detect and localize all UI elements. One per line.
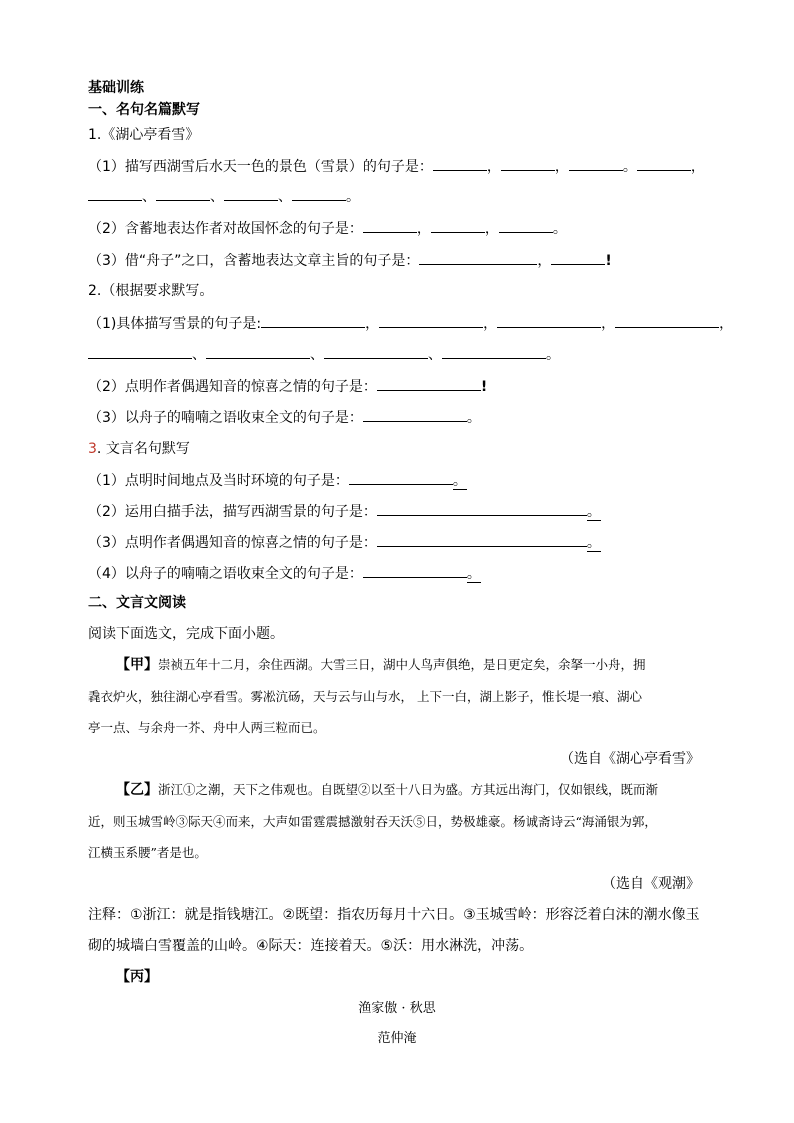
q3-title-text: . 文言名句默写 bbox=[96, 441, 190, 457]
punct: 。 bbox=[546, 347, 560, 363]
answer-blank[interactable] bbox=[349, 471, 453, 485]
answer-blank[interactable] bbox=[363, 564, 467, 578]
answer-blank[interactable] bbox=[377, 502, 587, 516]
passage-jia-line-2: 毳衣炉火，独往湖心亭看雪。雾凇沆砀，天与云与山与水， 上下一白，湖上影子，惟长堤一痕、湖心 bbox=[88, 689, 642, 704]
punct: 、 bbox=[428, 347, 442, 363]
punct: ， bbox=[486, 159, 501, 175]
punct: ， bbox=[554, 159, 569, 175]
punct: ， bbox=[601, 316, 616, 332]
q1-item-3 bbox=[88, 251, 612, 270]
passage-jia-text-1: 崇祯五年十二月，余住西湖。大雪三日，湖中人鸟声俱绝，是日更定矣，余拏一小舟，拥 bbox=[158, 657, 646, 672]
passage-jia-line-3: 亭一点、与余舟一芥、舟中人两三粒而已。 bbox=[88, 720, 326, 735]
answer-blank[interactable] bbox=[292, 187, 346, 201]
notes-line-1: 注释：①浙江：就是指钱塘江。②既望：指农历每月十六日。③玉城雪岭：形容泛着白沫的潮水像玉 bbox=[88, 907, 700, 923]
punct: ， bbox=[484, 221, 499, 237]
reading-instruction: 阅读下面选文，完成下面小题。 bbox=[88, 626, 284, 642]
section-2-title: 二、文言文阅读 bbox=[88, 595, 186, 611]
punct: 。 bbox=[452, 473, 467, 489]
answer-blank[interactable] bbox=[431, 219, 485, 233]
punct: 、 bbox=[192, 347, 206, 363]
q1-item-1-cont bbox=[88, 187, 360, 206]
punct: ， bbox=[537, 253, 552, 269]
q1-item-2-text: （2）含蓄地表达作者对故国怀念的句子是： bbox=[88, 221, 363, 237]
passage-bing-label: 【丙】 bbox=[116, 969, 158, 985]
page-heading: 基础训练 bbox=[88, 80, 144, 96]
punct: 。 bbox=[586, 535, 601, 551]
answer-blank[interactable] bbox=[569, 157, 623, 171]
q2-item-3 bbox=[88, 408, 481, 427]
q2-title: 2.（根据要求默写。 bbox=[88, 283, 214, 299]
punct: 。 bbox=[586, 504, 601, 520]
answer-blank[interactable] bbox=[419, 251, 537, 265]
answer-blank[interactable] bbox=[224, 187, 278, 201]
punct: 。 bbox=[622, 159, 637, 175]
answer-blank[interactable] bbox=[433, 157, 487, 171]
passage-yi-source: （选自《观潮》 bbox=[602, 876, 700, 892]
q2-item-1-text: （1)具体描写雪景的句子是: bbox=[88, 316, 262, 332]
answer-blank[interactable] bbox=[377, 533, 587, 547]
answer-blank[interactable] bbox=[497, 314, 601, 328]
punct: 、 bbox=[142, 189, 156, 205]
answer-blank[interactable] bbox=[499, 219, 553, 233]
answer-blank[interactable] bbox=[637, 157, 691, 171]
punct: ， bbox=[365, 316, 380, 332]
q3-title bbox=[88, 440, 190, 458]
q2-item-1-cont bbox=[88, 345, 560, 364]
punct: ， bbox=[690, 159, 705, 175]
q1-item-1-text: （1）描写西湖雪后水天一色的景色（雪景）的句子是： bbox=[88, 159, 433, 175]
punct: 、 bbox=[278, 189, 292, 205]
passage-yi-label: 【乙】 bbox=[116, 782, 158, 798]
punct: ， bbox=[483, 316, 498, 332]
q1-item-1 bbox=[88, 157, 705, 176]
answer-blank[interactable] bbox=[363, 219, 417, 233]
q3-item-1-text: （1）点明时间地点及当时环境的句子是： bbox=[88, 473, 349, 489]
punct: ! bbox=[605, 253, 612, 269]
punct: 、 bbox=[210, 189, 224, 205]
answer-blank[interactable] bbox=[206, 345, 310, 359]
answer-blank[interactable] bbox=[324, 345, 428, 359]
q1-title: 1.《湖心亭看雪》 bbox=[88, 127, 200, 143]
q2-item-2-text: （2）点明作者偶遇知音的惊喜之情的句子是： bbox=[88, 379, 377, 395]
q2-item-1 bbox=[88, 314, 733, 333]
punct: ， bbox=[416, 221, 431, 237]
q3-item-2 bbox=[88, 502, 601, 521]
answer-blank[interactable] bbox=[156, 187, 210, 201]
punct: 、 bbox=[310, 347, 324, 363]
passage-jia-source: （选自《湖心亭看雪》 bbox=[560, 751, 700, 767]
q3-number: 3 bbox=[88, 441, 97, 457]
punct: 。 bbox=[466, 410, 481, 426]
q2-item-3-text: （3）以舟子的喃喃之语收束全文的句子是： bbox=[88, 410, 363, 426]
passage-yi-line-2: 近，则玉城雪岭③际天④而来，大声如雷霆震撼激射吞天沃⑤日，势极雄豪。杨诚斋诗云“海涌银为郭， bbox=[88, 814, 657, 829]
answer-blank[interactable] bbox=[442, 345, 546, 359]
answer-blank[interactable] bbox=[501, 157, 555, 171]
answer-blank[interactable] bbox=[551, 251, 605, 265]
q3-item-4 bbox=[88, 564, 481, 583]
punct: 。 bbox=[466, 566, 481, 582]
punct: ! bbox=[480, 379, 488, 395]
passage-yi-line-3: 江横玉系腰”者是也。 bbox=[88, 845, 207, 860]
passage-yi-line-1 bbox=[116, 781, 658, 799]
q2-item-2 bbox=[88, 377, 487, 396]
q3-item-3-text: （3）点明作者偶遇知音的惊喜之情的句子是： bbox=[88, 535, 377, 551]
passage-jia-line-1 bbox=[116, 656, 646, 674]
q1-item-3-text: （3）借“舟子”之口，含蓄地表达文章主旨的句子是： bbox=[88, 253, 420, 269]
passage-yi-text-1: 浙江①之潮，天下之伟观也。自既望②以至十八日为盛。方其远出海门，仅如银线，既而渐 bbox=[158, 782, 659, 797]
poem-title: 渔家傲 · 秋思 bbox=[358, 1001, 436, 1016]
answer-blank[interactable] bbox=[88, 187, 142, 201]
answer-blank[interactable] bbox=[379, 314, 483, 328]
q3-item-3 bbox=[88, 533, 601, 552]
answer-blank[interactable] bbox=[88, 345, 192, 359]
notes-line-2: 砌的城墙白雪覆盖的山岭。④际天：连接着天。⑤沃：用水淋洗，冲荡。 bbox=[88, 938, 534, 954]
q3-item-2-text: （2）运用白描手法，描写西湖雪景的句子是： bbox=[88, 504, 377, 520]
answer-blank[interactable] bbox=[363, 408, 467, 422]
q3-item-1 bbox=[88, 471, 467, 490]
answer-blank[interactable] bbox=[615, 314, 719, 328]
q3-item-4-text: （4）以舟子的喃喃之语收束全文的句子是： bbox=[88, 566, 363, 582]
poem-author: 范仲淹 bbox=[377, 1031, 417, 1046]
q1-item-2 bbox=[88, 219, 567, 238]
section-1-title: 一、名句名篇默写 bbox=[88, 102, 200, 118]
punct: ， bbox=[719, 316, 734, 332]
answer-blank[interactable] bbox=[377, 377, 481, 391]
passage-jia-label: 【甲】 bbox=[116, 657, 158, 673]
punct: 。 bbox=[346, 189, 360, 205]
answer-blank[interactable] bbox=[261, 314, 365, 328]
punct: 。 bbox=[552, 221, 567, 237]
